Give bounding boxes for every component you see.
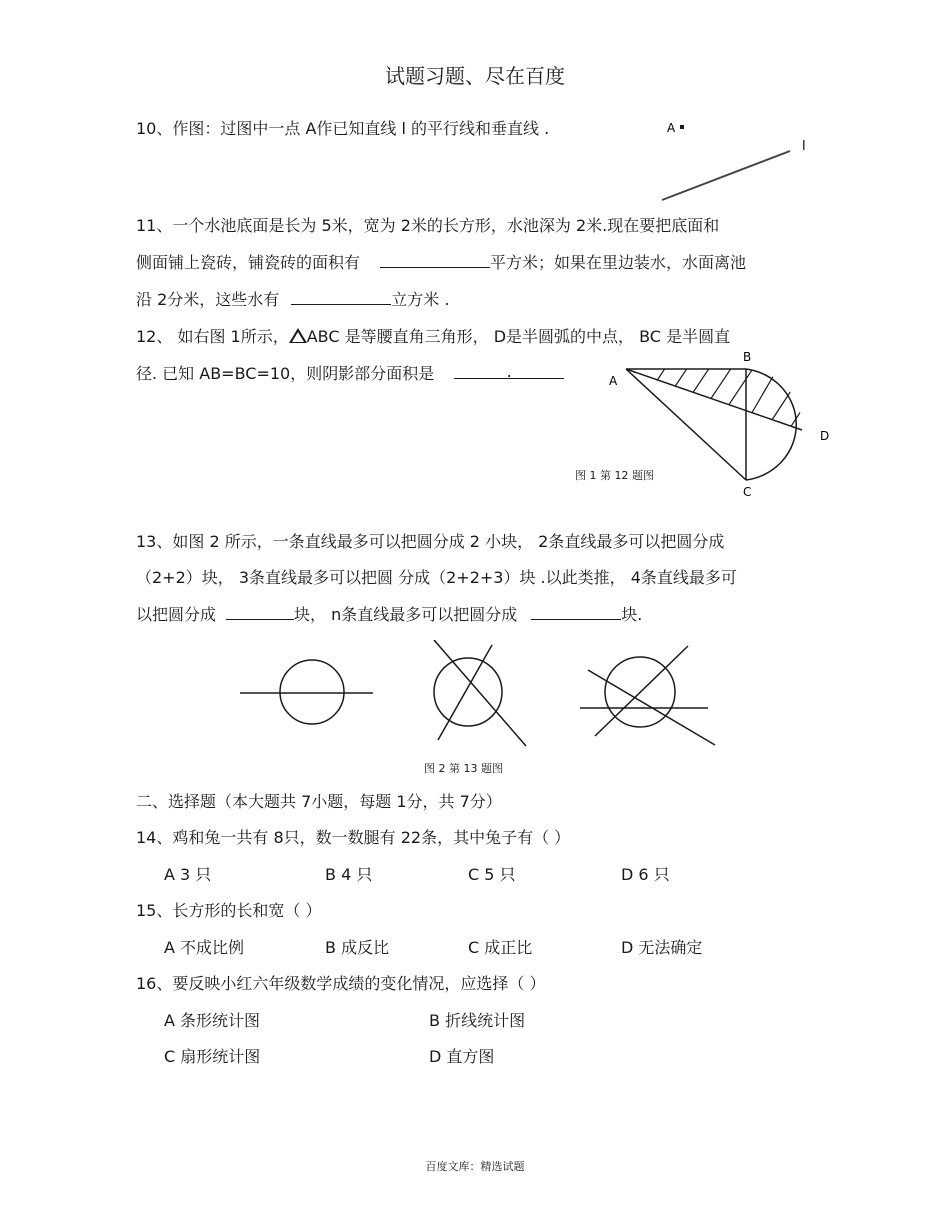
q12-segment-ac [626, 369, 746, 480]
q16-option-c: C 扇形统计图 [164, 1047, 261, 1066]
page-title: 试题习题、尽在百度 [385, 64, 565, 88]
page-footer: 百度文库：精选试题 [425, 1160, 525, 1173]
q13-blank-4lines [226, 605, 294, 620]
q12-line1-a: 12、 如右图 1所示， [136, 327, 289, 346]
triangle-icon [289, 328, 307, 343]
q16-option-a: A 条形统计图 [164, 1011, 261, 1030]
q15-option-d: D 无法确定 [621, 938, 703, 957]
q12-label-a: A [609, 374, 618, 388]
q13-line3 [136, 602, 642, 625]
section2-heading: 二、选择题（本大题共 7小题，每题 1分，共 7分） [136, 792, 502, 811]
q10-line-l [662, 151, 790, 200]
q12-line2 [136, 361, 564, 384]
q11-line2-b: 平方米；如果在里边装水，水面离池 [490, 253, 747, 272]
q10-point-label: A [667, 121, 676, 135]
q13-blank-nlines [531, 605, 621, 620]
q13-line3-c: 块. [621, 605, 643, 624]
q12-caption: 图 1 第 12 题图 [575, 469, 654, 482]
q11-line2-a: 侧面铺上瓷砖，铺瓷砖的面积有 [136, 253, 361, 272]
q12-blank-area: . [454, 364, 564, 379]
q13-line3-b: 块， n条直线最多可以把圆分成 [294, 605, 518, 624]
q14-option-b: B 4 只 [325, 865, 373, 884]
q15-stem: 15、长方形的长和宽（ ） [136, 901, 322, 920]
q11-line2 [136, 250, 746, 273]
q12-label-c: C [743, 485, 752, 499]
q12-label-d: D [820, 429, 830, 443]
q14-stem: 14、鸡和兔一共有 8只，数一数腿有 22条，其中兔子有（ ） [136, 828, 571, 847]
q13-line3-a: 以把圆分成 [136, 605, 217, 624]
q11-blank-volume [291, 290, 391, 305]
q13-line2: （2+2）块， 3条直线最多可以把圆 分成（2+2+3）块 .以此类推， 4条直线最多可 [136, 568, 737, 587]
q12-line2-text: 径. 已知 AB=BC=10，则阴影部分面积是 [136, 364, 435, 383]
q11-line3 [136, 287, 449, 310]
q13-circle-three-lines [580, 646, 715, 745]
q15-option-b: B 成反比 [325, 938, 390, 957]
q10-point-dot [680, 125, 684, 129]
q13-line1: 13、如图 2 所示，一条直线最多可以把圆分成 2 小块， 2条直线最多可以把圆分成 [136, 532, 725, 551]
q14-option-c: C 5 只 [468, 865, 516, 884]
q16-stem: 16、要反映小红六年级数学成绩的变化情况，应选择（ ） [136, 974, 546, 993]
q13-circle-one-line [240, 660, 373, 724]
q12-label-b: B [743, 350, 752, 364]
q11-line3-a: 沿 2分米，这些水有 [136, 290, 280, 309]
q14-option-d: D 6 只 [621, 865, 670, 884]
q10-line-label: l [802, 139, 806, 154]
q12-line1-b: ABC 是等腰直角三角形， D是半圆弧的中点， BC 是半圆直 [306, 327, 731, 346]
q10-text: 10、作图：过图中一点 A作已知直线 l 的平行线和垂直线 . [136, 119, 550, 138]
q16-option-b: B 折线统计图 [429, 1011, 526, 1030]
q11-line3-b: 立方米 . [391, 290, 450, 309]
q15-option-a: A 不成比例 [164, 938, 245, 957]
q13-caption: 图 2 第 13 题图 [424, 762, 503, 775]
q12-semicircle [746, 369, 796, 480]
q10-figure [650, 112, 820, 207]
q12-segment-ad [626, 369, 802, 430]
q11-blank-area [380, 253, 490, 268]
q13-circle-two-lines [434, 640, 526, 746]
q13-figure [230, 640, 730, 750]
q16-option-d: D 直方图 [429, 1047, 495, 1066]
q14-option-a: A 3 只 [164, 865, 212, 884]
q12-line1 [136, 324, 730, 347]
q11-line1: 11、一个水池底面是长为 5米，宽为 2米的长方形，水池深为 2米.现在要把底面和 [136, 216, 720, 235]
q15-option-c: C 成正比 [468, 938, 533, 957]
